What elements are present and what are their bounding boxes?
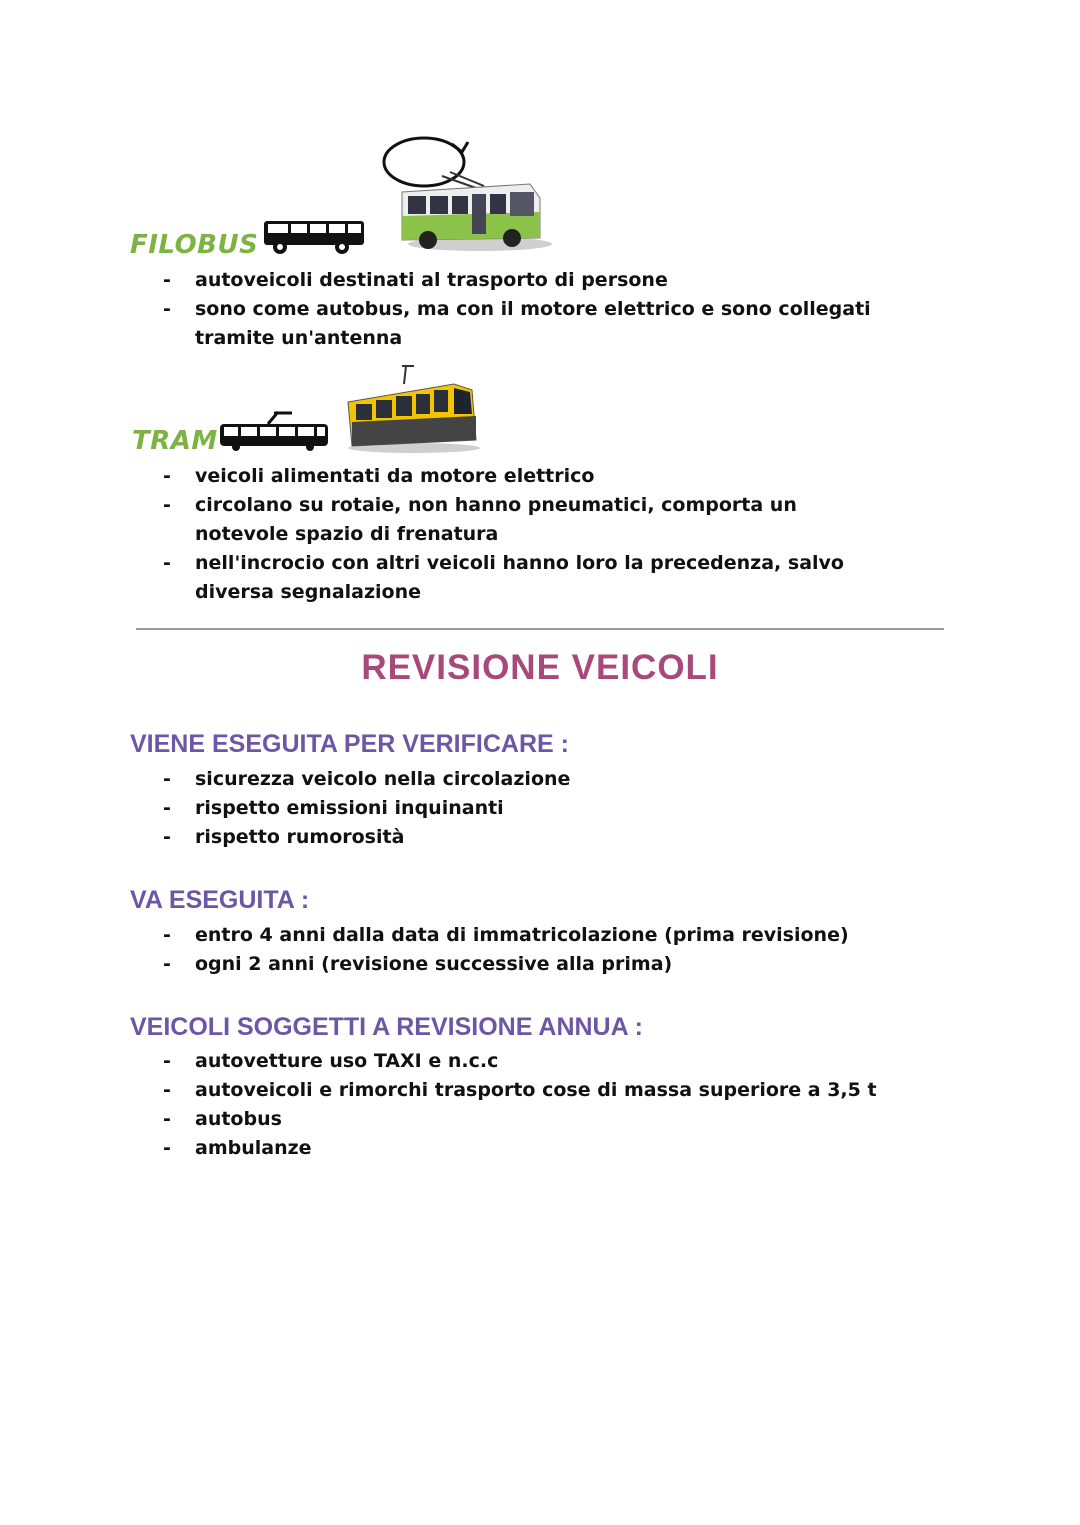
annua-list: [163, 1047, 963, 1163]
list-item: - veicoli alimentati da motore elettrico: [163, 465, 595, 487]
tram-heading: TRAM: [132, 426, 218, 456]
list-item: - autobus: [163, 1108, 282, 1130]
list-item: - sicurezza veicolo nella circolazione: [163, 768, 571, 790]
tram-photo-icon: [344, 360, 484, 456]
list-item: - autoveicoli e rimorchi trasporto cose di massa superiore a 3,5 t: [163, 1079, 877, 1101]
quando-heading: VA ESEGUITA :: [130, 886, 310, 914]
bus-pictogram-icon: [262, 218, 368, 256]
list-item: - ambulanze: [163, 1137, 312, 1159]
quando-list: [163, 921, 963, 979]
list-item: - ogni 2 anni (revisione successive alla prima): [163, 953, 673, 975]
list-item: - circolano su rotaie, non hanno pneumatici, comporta un notevole spazio di frenatura: [163, 494, 797, 545]
trolleybus-photo-icon: [380, 132, 558, 256]
filobus-heading: FILOBUS: [130, 230, 259, 260]
tram-list: [163, 462, 863, 607]
list-item: - nell'incrocio con altri veicoli hanno loro la precedenza, salvo diversa segnalazione: [163, 552, 844, 603]
list-item: - autoveicoli destinati al trasporto di persone: [163, 269, 668, 291]
filobus-list: [163, 266, 943, 353]
list-item: - autovetture uso TAXI e n.c.c: [163, 1050, 499, 1072]
tram-pictogram-icon: [218, 410, 332, 452]
verificare-heading: VIENE ESEGUITA PER VERIFICARE :: [130, 730, 569, 758]
page-title: REVISIONE VEICOLI: [361, 648, 719, 687]
annua-heading: VEICOLI SOGGETTI A REVISIONE ANNUA :: [130, 1013, 644, 1041]
list-item: - rispetto emissioni inquinanti: [163, 797, 504, 819]
section-divider: [136, 628, 944, 630]
verificare-list: [163, 765, 963, 852]
list-item: - rispetto rumorosità: [163, 826, 405, 848]
list-item: - sono come autobus, ma con il motore elettrico e sono collegati tramite un'antenna: [163, 298, 871, 349]
list-item: - entro 4 anni dalla data di immatricolazione (prima revisione): [163, 924, 849, 946]
